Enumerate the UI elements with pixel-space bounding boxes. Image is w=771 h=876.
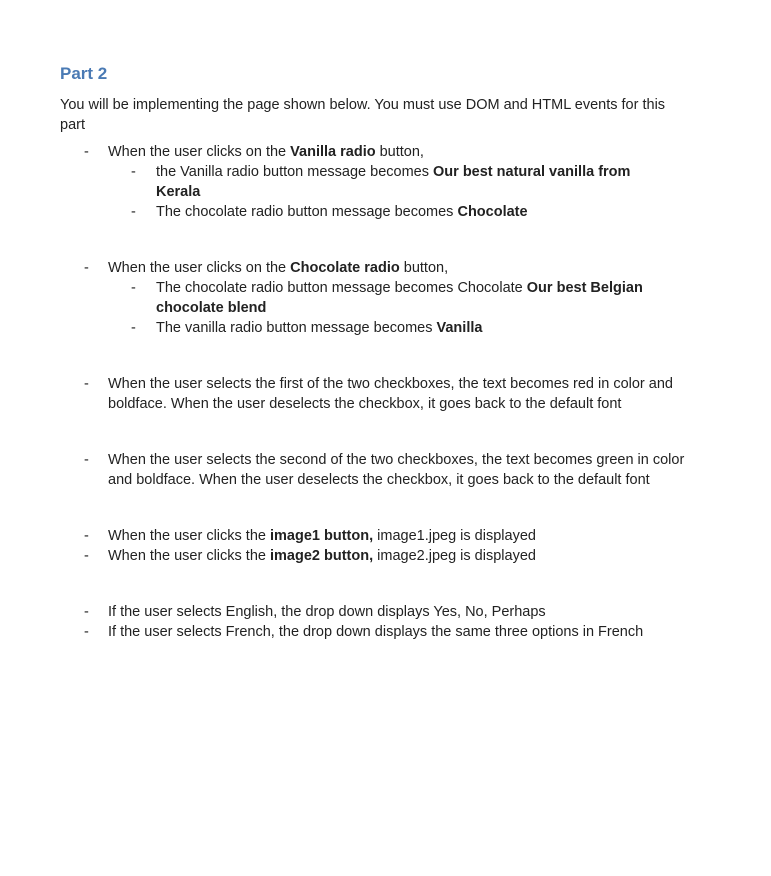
sub-item-vanilla-message [60,318,656,338]
item-text: When the user clicks the [108,528,270,544]
list-item-checkbox-1 [60,374,688,414]
bullet-dash: - [84,604,89,620]
bullet-dash: - [84,452,89,468]
sub-item-text: The chocolate radio button message becomes Chocolate [156,280,527,296]
item-text: When the user clicks the [108,548,270,564]
document-page [60,62,700,642]
bullet-dash: - [131,280,136,296]
sub-item-text: the Vanilla radio button message becomes [156,164,434,180]
list-item-chocolate-radio [60,258,688,278]
item-text: image1.jpeg is displayed [373,528,536,544]
sub-item-bold-text: Chocolate [457,204,528,220]
sub-item-bold-text: Our best natural vanilla from Kerala [156,164,631,200]
list-item-french [60,622,688,642]
item-text: When the user clicks on the [108,144,291,160]
bullet-dash: - [84,144,89,160]
item-bold-text: image1 button, [270,528,374,544]
item-bold-text: image2 button, [270,548,374,564]
list-item-checkbox-2 [60,450,688,490]
item-text: When the user clicks on the [108,260,291,276]
sub-item-vanilla-message [60,162,656,202]
list-item-image2 [60,546,688,566]
section-heading: Part 2 [60,64,108,83]
item-text: If the user selects French, the drop down displays the same three options in French [108,624,644,640]
sub-item-text: The chocolate radio button message becomes [156,204,458,220]
sub-item-chocolate-message [60,202,656,222]
bullet-dash: - [84,528,89,544]
bullet-dash: - [84,260,89,276]
item-text: image2.jpeg is displayed [373,548,536,564]
item-text: button, [399,260,449,276]
sub-item-bold-text: Our best Belgian chocolate blend [156,280,643,316]
item-bold-text: Chocolate radio [290,260,400,276]
bullet-dash: - [84,376,89,392]
intro-paragraph: You will be implementing the page shown below. You must use DOM and HTML events for this part [60,97,666,133]
bullet-dash: - [131,204,136,220]
list-item-vanilla-radio [60,142,688,162]
bullet-dash: - [131,320,136,336]
list-item-english [60,602,688,622]
item-text: button, [375,144,424,160]
bullet-dash: - [131,164,136,180]
sub-item-bold-text: Vanilla [436,320,483,336]
bullet-dash: - [84,624,89,640]
bullet-dash: - [84,548,89,564]
sub-item-text: The vanilla radio button message becomes [156,320,437,336]
item-text: If the user selects English, the drop down displays Yes, No, Perhaps [108,604,546,620]
item-bold-text: Vanilla radio [290,144,376,160]
item-text: When the user selects the first of the two checkboxes, the text becomes red in color and boldface. When the user deselects the checkbox, it goes back to the default font [108,376,673,412]
sub-item-chocolate-message [60,278,656,318]
item-text: When the user selects the second of the two checkboxes, the text becomes green in color and boldface. When the user deselects the checkbox, it goes back to the default font [108,452,685,488]
list-item-image1 [60,526,688,546]
